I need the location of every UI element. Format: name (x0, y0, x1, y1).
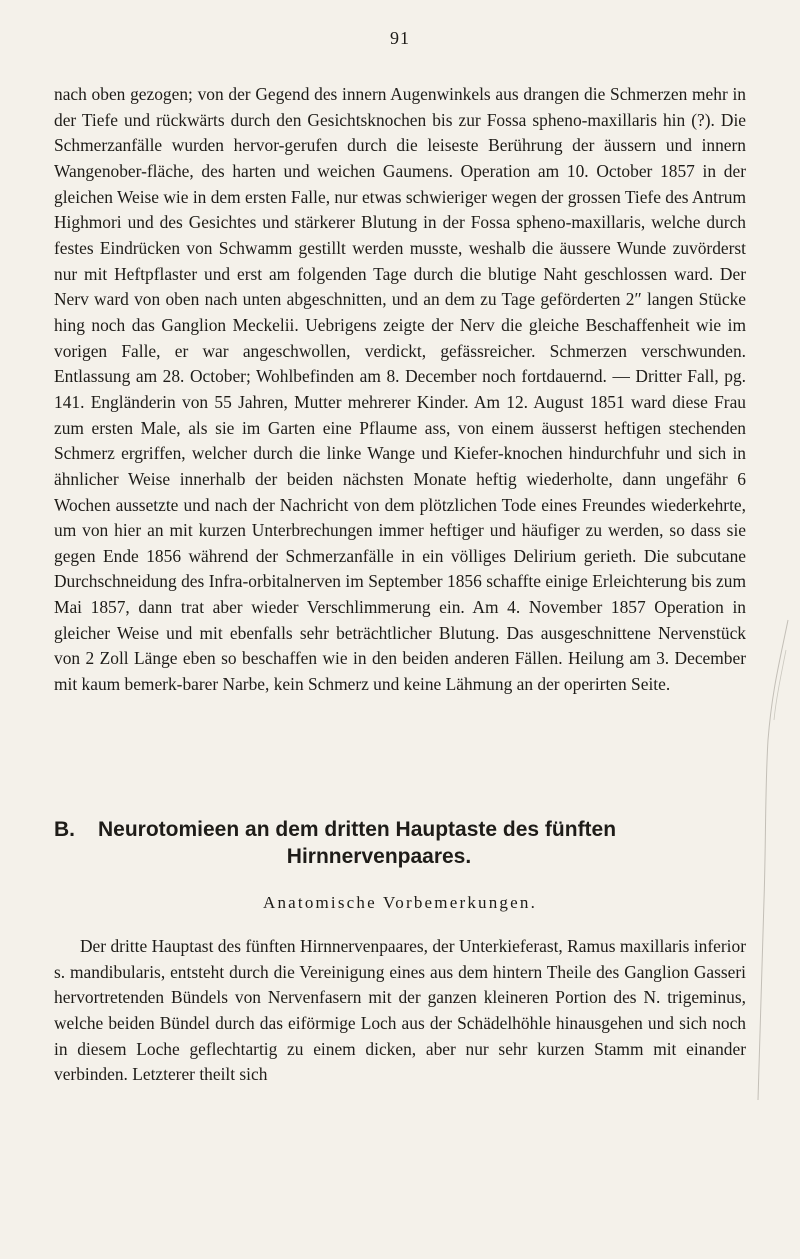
paragraph-case-reports: nach oben gezogen; von der Gegend des innern Augenwinkels aus drangen die Schmerzen mehr in der Tiefe und rückwärts durch den Gesichtsknochen bis zur Fossa spheno-maxillaris hin (?). Die Schmerzanfälle wurden hervor-gerufen durch die leiseste Berührung der äussern und innern Wangenober-fläche, des harten und weichen Gaumens. Operation am 10. October 1857 in der gleichen Weise wie in dem ersten Falle, nur etwas schwieriger wegen der grossen Tiefe des Antrum Highmori und des Gesichtes und stärkerer Blutung in der Fossa spheno-maxillaris, welche durch festes Eindrücken von Schwamm gestillt werden musste, weshalb die äussere Wunde zuvörderst nur mit Heftpflaster und erst am folgenden Tage durch die blutige Naht geschlossen ward. Der Nerv ward von oben nach unten abgeschnitten, und an dem zu Tage geförderten 2″ langen Stücke hing noch das Ganglion Meckelii. Uebrigens zeigte der Nerv die gleiche Beschaffenheit wie im vorigen Falle, er war angeschwollen, verdickt, gefässreicher. Schmerzen verschwunden. Entlassung am 28. October; Wohlbefinden am 8. December noch fortdauernd. — Dritter Fall, pg. 141. Engländerin von 55 Jahren, Mutter mehrerer Kinder. Am 12. August 1851 ward diese Frau zum ersten Male, als sie im Garten eine Pflaume ass, von einem äusserst heftigen stechenden Schmerz ergriffen, welcher durch die linke Wange und Kiefer-knochen hindurchfuhr und sich in ähnlicher Weise innerhalb der beiden nächsten Monate heftig wiederholte, dann ungefähr 6 Wochen aussetzte und nach der Nachricht von dem plötzlichen Tode eines Freundes wiederkehrte, um von hier an mit kurzen Unterbrechungen immer heftiger und häufiger zu werden, so dass sie gegen Ende 1856 während der Schmerzanfälle in ein völliges Delirium gerieth. Die subcutane Durchschneidung des Infra-orbitalnerven im September 1856 schaffte einige Erleichterung bis zum Mai 1857, dann trat aber wieder Verschlimmerung ein. Am 4. November 1857 Operation in gleicher Weise und mit ebenfalls sehr beträchtlicher Blutung. Das ausgeschnittene Nervenstück von 2 Zoll Länge eben so beschaffen wie in den beiden anderen Fällen. Heilung am 3. December mit kaum bemerk-barer Narbe, kein Schmerz und keine Lähmung an der operirten Seite. (54, 84, 746, 695)
section-heading (54, 816, 746, 870)
page-number: 91 (390, 28, 410, 48)
section-heading-line-1 (54, 816, 746, 843)
subheading: Anatomische Vorbemerkungen. (262, 893, 538, 912)
section-letter: B. (54, 818, 75, 841)
section-title-part-2: Hirnnervenpaares. (286, 845, 472, 868)
section-title-part-1: Neurotomieen an dem dritten Hauptaste des fünften (98, 818, 617, 841)
margin-pencil-mark (750, 600, 790, 1120)
paragraph-anatomy: Der dritte Hauptast des fünften Hirnnervenpaares, der Unterkieferast, Ramus maxillaris inferior s. mandibularis, entsteht durch die Vereinigung eines aus dem hintern Theile des Ganglion Gasseri hervortretenden Bündels von Nervenfasern mit der ganzen kleineren Portion des N. trigeminus, welche beiden Bündel durch das eiförmige Loch aus der Schädelhöhle hinausgehen und sich noch in diesem Loche geflechtartig zu einem dicken, aber nur sehr kurzen Stamm mit einander verbinden. Letzterer theilt sich (54, 936, 746, 1085)
